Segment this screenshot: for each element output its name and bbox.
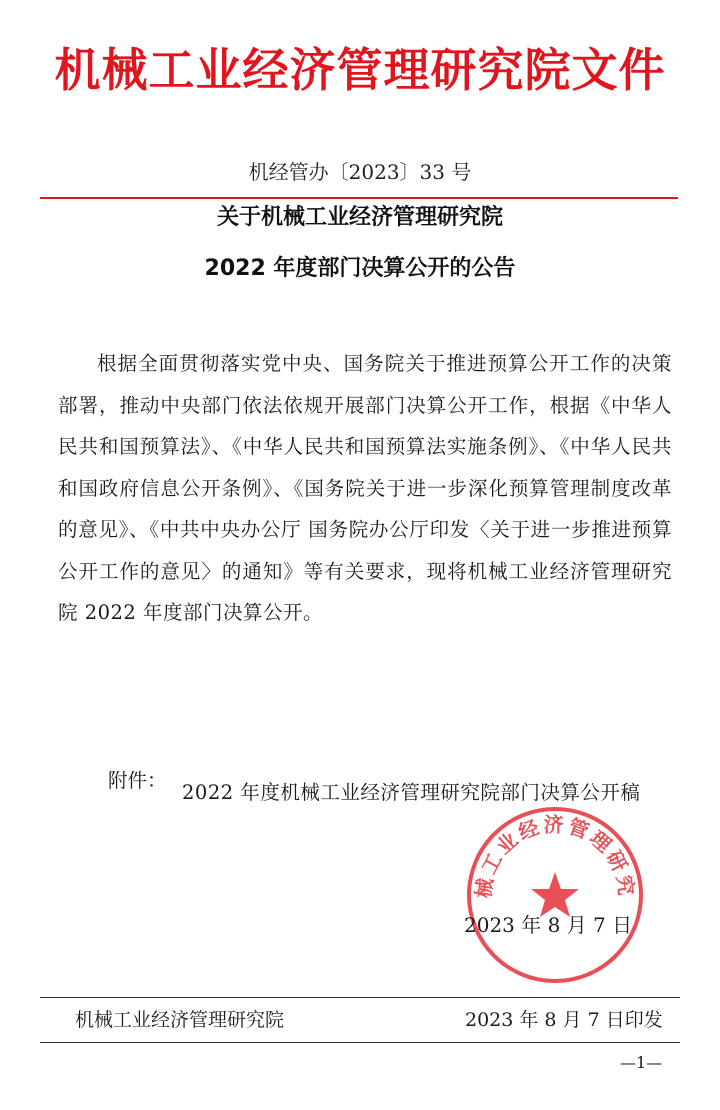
seal-text	[462, 802, 639, 900]
seal-text-path: 械工业经济管理研究	[471, 812, 639, 900]
document-masthead: 机械工业经济管理研究院文件	[54, 43, 666, 97]
document-number: 机经管办〔2023〕33 号	[248, 160, 472, 184]
footer-bottom-rule	[40, 1042, 680, 1043]
red-divider	[40, 197, 678, 199]
attachment-text: 2022 年度机械工业经济管理研究院部门决算公开稿	[182, 781, 641, 804]
document-title-line-1: 关于机械工业经济管理研究院	[216, 205, 503, 230]
page-number: —1—	[620, 1053, 663, 1072]
footer-issuer: 机械工业经济管理研究院	[75, 1009, 285, 1031]
official-seal-graphic	[462, 802, 648, 988]
footer-top-rule	[40, 997, 680, 998]
body-paragraph: 根据全面贯彻落实党中央、国务院关于推进预算公开工作的决策部署，推动中央部门依法依规开展部门决算公开工作，根据《中华人民共和国预算法》、《中华人民共和国预算法实施条例》、《中华人民共和国政府信息公开条例》、《国务院关于进一步深化预算管理制度改革的意见》、《中共中央办公厅 国务院办公厅印发〈关于进一步推进预算公开工作的意见〉的通知》等有关要求，现将机械工业经济管理研究院 2022 年度部门决算公开。	[58, 352, 672, 624]
document-title-line-2: 2022 年度部门决算公开的公告	[204, 256, 516, 281]
footer-issue-date: 2023 年 8 月 7 日印发	[465, 1009, 663, 1031]
official-seal	[462, 802, 648, 988]
signature-date: 2023 年 8 月 7 日	[464, 913, 633, 937]
attachment-label: 附件：	[108, 769, 167, 792]
